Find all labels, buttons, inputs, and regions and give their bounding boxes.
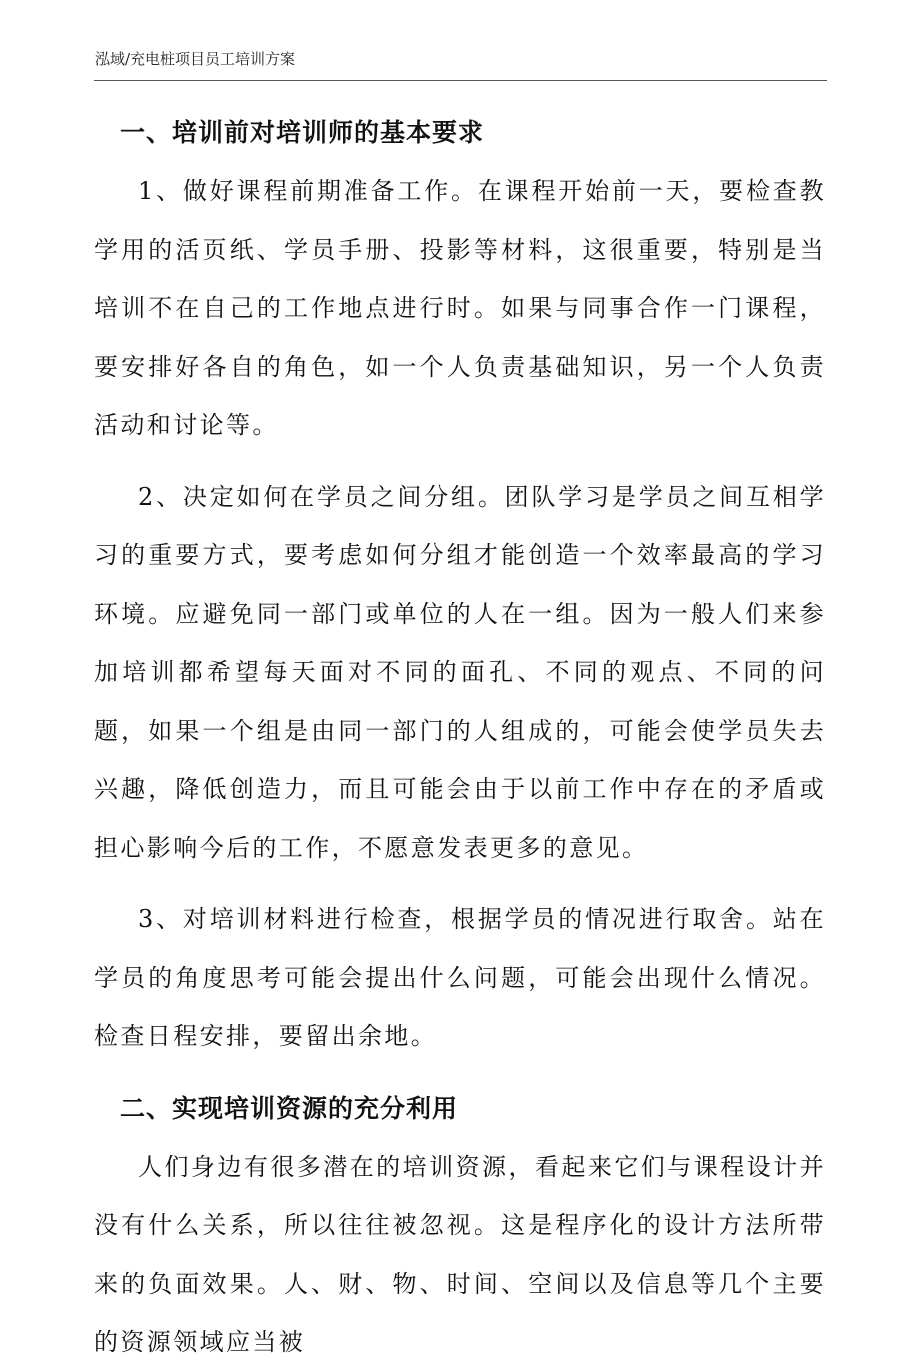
- paragraph-1-1: 1、做好课程前期准备工作。在课程开始前一天，要检查教学用的活页纸、学员手册、投影等材料，这很重要，特别是当培训不在自己的工作地点进行时。如果与同事合作一门课程，要安排好各自的角色，如一个人负责基础知识，另一个人负责活动和讨论等。: [94, 177, 826, 439]
- paragraph-1-3: 3、对培训材料进行检查，根据学员的情况进行取舍。站在学员的角度思考可能会提出什么问题，可能会出现什么情况。检查日程安排，要留出余地。: [94, 905, 826, 1050]
- document-body: [94, 104, 826, 1372]
- section-heading-1: 一、培训前对培训师的基本要求: [120, 118, 485, 147]
- paragraph-2-1: 人们身边有很多潜在的培训资源，看起来它们与课程设计并没有什么关系，所以往往被忽视。这是程序化的设计方法所带来的负面效果。人、财、物、时间、空间以及信息等几个主要的资源领域应当被: [94, 1152, 826, 1356]
- paragraph-1-2: 2、决定如何在学员之间分组。团队学习是学员之间互相学习的重要方式，要考虑如何分组才能创造一个效率最高的学习环境。应避免同一部门或单位的人在一组。因为一般人们来参加培训都希望每天面对不同的面孔、不同的观点、不同的问题，如果一个组是由同一部门的人组成的，可能会使学员失去兴趣，降低创造力，而且可能会由于以前工作中存在的矛盾或担心影响今后的工作，不愿意发表更多的意见。: [94, 482, 826, 862]
- header-divider: [94, 80, 827, 81]
- document-header: 泓域/充电桩项目员工培训方案: [95, 50, 296, 68]
- section-heading-2: 二、实现培训资源的充分利用: [120, 1093, 459, 1123]
